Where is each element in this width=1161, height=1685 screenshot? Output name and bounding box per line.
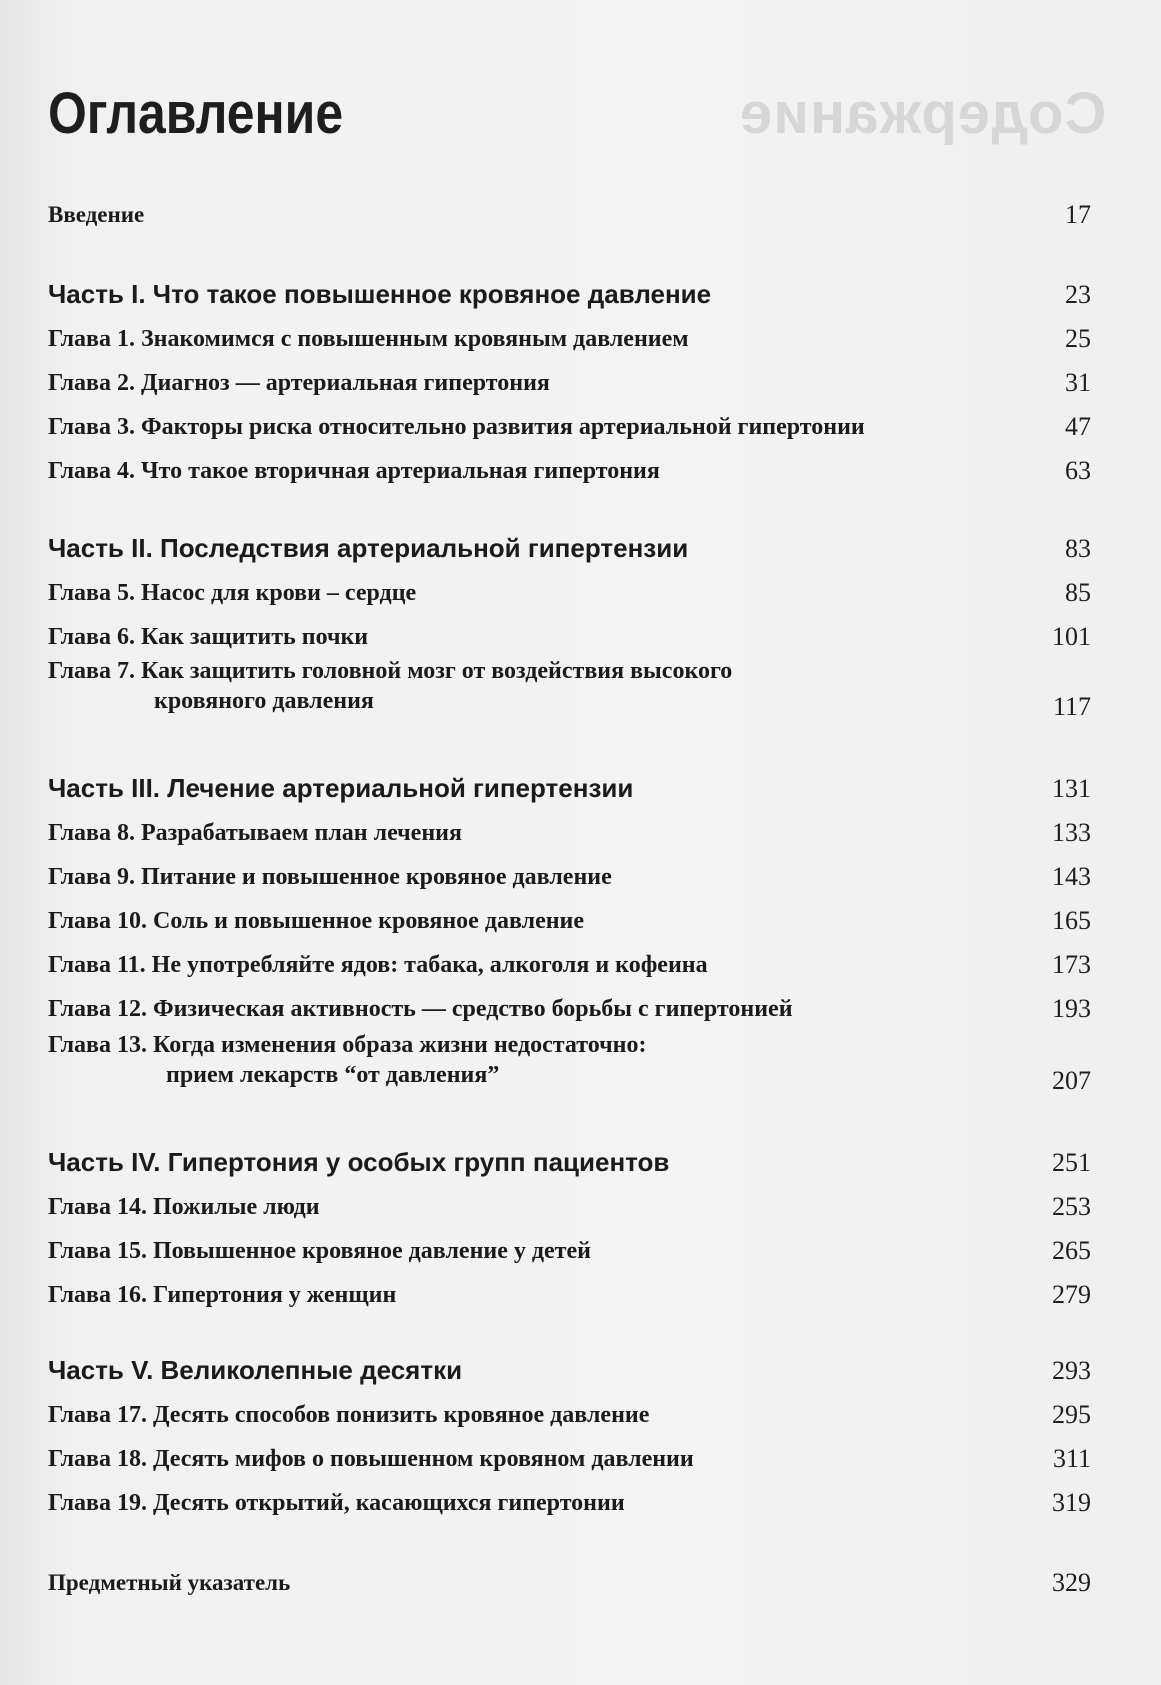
toc-chapter-9 xyxy=(48,852,1091,892)
toc-entry-page: 143 xyxy=(1052,862,1091,891)
toc-entry-page: 295 xyxy=(1052,1400,1091,1429)
page-title: Оглавление xyxy=(48,81,344,146)
toc-chapter-label: Глава 10. Соль и повышенное кровяное давление xyxy=(48,908,585,934)
toc-part-2 xyxy=(48,522,1091,564)
toc-chapter-4 xyxy=(48,446,1091,486)
toc-chapter-label: Глава 18. Десять мифов о повышенном кровяном давлении xyxy=(48,1446,694,1472)
toc-chapter-7 xyxy=(48,656,1091,722)
toc-entry-page: 329 xyxy=(1052,1568,1091,1597)
toc-entry-page: 131 xyxy=(1052,774,1091,803)
toc-part-label: Часть III. Лечение артериальной гипертензии xyxy=(48,773,634,803)
toc-part-1 xyxy=(48,268,1091,310)
toc-entry-page: 253 xyxy=(1052,1192,1091,1221)
toc-entry-page: 31 xyxy=(1065,368,1091,397)
toc-entry-page: 319 xyxy=(1052,1488,1091,1517)
toc-part-3 xyxy=(48,762,1091,804)
toc-chapter-label: Глава 12. Физическая активность — средство борьбы с гипертонией xyxy=(48,996,793,1022)
toc-entry-page: 207 xyxy=(1052,1066,1091,1095)
toc-entry-page: 17 xyxy=(1065,200,1091,229)
toc-part-label: Часть IV. Гипертония у особых групп пациентов xyxy=(48,1147,670,1177)
toc-chapter-3 xyxy=(48,402,1091,442)
toc-chapter-label: Глава 1. Знакомимся с повышенным кровяным давлением xyxy=(48,326,689,352)
toc-entry-page: 311 xyxy=(1052,1444,1091,1473)
toc-chapter-8 xyxy=(48,808,1091,848)
toc-chapter-14 xyxy=(48,1182,1091,1222)
toc-chapter-6 xyxy=(48,612,1091,652)
toc-chapter-label: Глава 15. Повышенное кровяное давление у детей xyxy=(48,1238,591,1264)
toc-entry-page: 133 xyxy=(1052,818,1091,847)
toc-entry-page: 83 xyxy=(1065,534,1091,563)
toc-entry-page: 193 xyxy=(1052,994,1091,1023)
toc-chapter-label: Глава 3. Факторы риска относительно развития артериальной гипертонии xyxy=(48,414,865,440)
toc-chapter-label-line2: прием лекарств “от давления” xyxy=(166,1062,500,1088)
toc-chapter-label: Глава 17. Десять способов понизить кровяное давление xyxy=(48,1402,650,1428)
toc-chapter-2 xyxy=(48,358,1091,398)
toc-entry-page: 25 xyxy=(1065,324,1091,353)
toc-entry-page: 63 xyxy=(1065,456,1091,485)
toc-chapter-label: Глава 14. Пожилые люди xyxy=(48,1194,320,1220)
toc-entry-index xyxy=(48,1558,1091,1598)
toc-chapter-16 xyxy=(48,1270,1091,1310)
toc-entry-page: 279 xyxy=(1052,1280,1091,1309)
toc-entry-page: 23 xyxy=(1065,280,1091,309)
toc-entry-label: Введение xyxy=(48,202,145,227)
toc-chapter-11 xyxy=(48,940,1091,980)
toc-chapter-19 xyxy=(48,1478,1091,1518)
toc-part-5 xyxy=(48,1344,1091,1386)
toc-chapter-10 xyxy=(48,896,1091,936)
toc-entry-label: Предметный указатель xyxy=(48,1570,291,1595)
toc-entry-page: 251 xyxy=(1052,1148,1091,1177)
toc-chapter-label: Глава 5. Насос для крови – сердце xyxy=(48,580,417,606)
toc-part-label: Часть V. Великолепные десятки xyxy=(48,1355,463,1385)
toc-chapter-18 xyxy=(48,1434,1091,1474)
show-through-text: Содержание xyxy=(738,81,1106,146)
toc-chapter-13 xyxy=(48,1030,1091,1096)
toc-entry-page: 85 xyxy=(1065,578,1091,607)
toc-entry-introduction xyxy=(48,190,1091,230)
toc-chapter-label: Глава 7. Как защитить головной мозг от воздействия высокого xyxy=(48,658,733,684)
toc-chapter-label: Глава 19. Десять открытий, касающихся гипертонии xyxy=(48,1490,625,1516)
toc-entry-page: 101 xyxy=(1052,622,1091,651)
toc-chapter-label-line2: кровяного давления xyxy=(154,688,374,714)
toc-chapter-label: Глава 13. Когда изменения образа жизни недостаточно: xyxy=(48,1032,647,1058)
toc-chapter-label: Глава 11. Не употребляйте ядов: табака, алкоголя и кофеина xyxy=(48,952,708,978)
toc-chapter-label: Глава 9. Питание и повышенное кровяное давление xyxy=(48,864,612,890)
toc-entry-page: 293 xyxy=(1052,1356,1091,1385)
toc-part-label: Часть I. Что такое повышенное кровяное давление xyxy=(48,279,712,309)
toc-entry-page: 265 xyxy=(1052,1236,1091,1265)
toc-chapter-15 xyxy=(48,1226,1091,1266)
toc-chapter-label: Глава 16. Гипертония у женщин xyxy=(48,1282,397,1308)
toc-entry-page: 165 xyxy=(1052,906,1091,935)
toc-chapter-label: Глава 4. Что такое вторичная артериальная гипертония xyxy=(48,458,660,484)
toc-chapter-5 xyxy=(48,568,1091,608)
toc-chapter-label: Глава 8. Разрабатываем план лечения xyxy=(48,820,462,846)
toc-part-label: Часть II. Последствия артериальной гипертензии xyxy=(48,533,689,563)
toc-chapter-1 xyxy=(48,314,1091,354)
toc-part-4 xyxy=(48,1136,1091,1178)
toc-chapter-label: Глава 2. Диагноз — артериальная гипертония xyxy=(48,370,550,396)
toc-chapter-12 xyxy=(48,984,1091,1024)
toc-entry-page: 117 xyxy=(1052,692,1091,721)
toc-chapter-17 xyxy=(48,1390,1091,1430)
toc-chapter-label: Глава 6. Как защитить почки xyxy=(48,624,369,650)
toc-entry-page: 47 xyxy=(1065,412,1091,441)
toc-entry-page: 173 xyxy=(1052,950,1091,979)
